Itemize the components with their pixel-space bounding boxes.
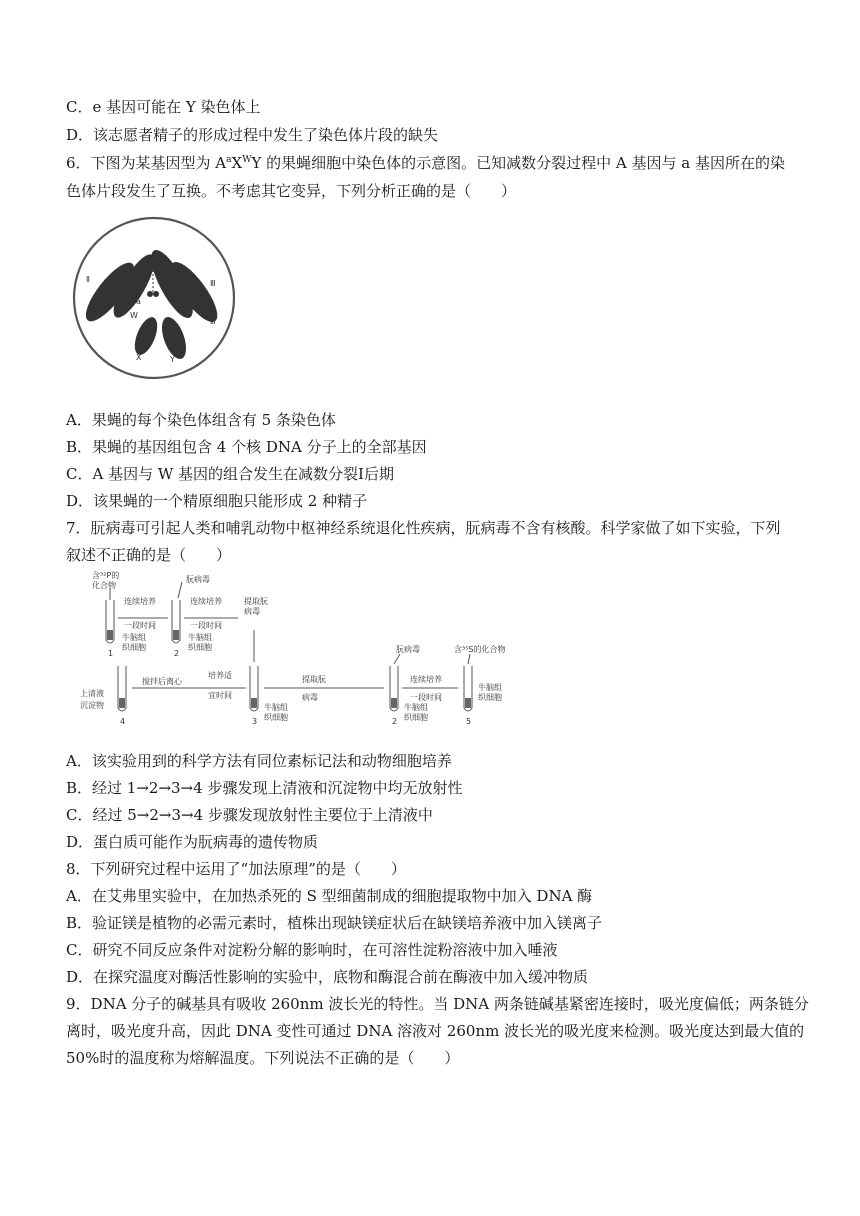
label-gene-a-upper: A [106, 295, 112, 304]
label-extract-2: 病毒 [244, 607, 260, 616]
q6-stem-post: Y 的果蝇细胞中染色体的示意图。已知减数分裂过程中 A 基因与 a 基因所在的染 [251, 154, 786, 172]
label-bcell3-1: 牛脑组 [264, 703, 288, 712]
label-bcell5-1: 牛脑组 [478, 683, 502, 692]
label-gene-a-lower: a [136, 297, 141, 306]
label-extract2-2: 病毒 [302, 693, 318, 702]
label-bcell5-2: 织细胞 [478, 693, 502, 702]
q5-option-c: C．e 基因可能在 Y 染色体上 [66, 98, 261, 116]
q8-option-d: D．在探究温度对酶活性影响的实验中，底物和酶混合前在酶液中加入缓冲物质 [66, 968, 589, 986]
q7-option-a: A．该实验用到的科学方法有同位素标记法和动物细胞培养 [66, 752, 452, 770]
label-gene-w: W [130, 311, 138, 320]
label-bcell2-2: 织细胞 [188, 643, 212, 652]
label-supernatant: 上清液 [80, 689, 104, 698]
q7-option-b: B．经过 1→2→3→4 步骤发现上清液和沉淀物中均无放射性 [66, 779, 463, 797]
q8-option-c: C．研究不同反应条件对淀粉分解的影响时，在可溶性淀粉溶液中加入唾液 [66, 941, 558, 959]
label-32p-1: 含³²P的 [92, 571, 120, 580]
label-cult1-1: 连续培养 [124, 597, 156, 606]
label-bcell1-2: 织细胞 [122, 643, 146, 652]
chromosome-iv-b [153, 291, 159, 297]
label-bcell1-1: 牛脑组 [122, 633, 146, 642]
chromosome-diagram [64, 212, 256, 388]
label-bcell2-1: 牛脑组 [188, 633, 212, 642]
label-tube-2b: 2 [392, 717, 398, 726]
label-iii-a: Ⅲ [210, 279, 216, 288]
label-cult3-1: 连续培养 [410, 675, 442, 684]
label-bcell3-2: 织细胞 [264, 713, 288, 722]
label-appr-2: 宜时间 [208, 691, 232, 700]
label-tube-5: 5 [466, 717, 472, 726]
label-cult1-2: 一段时间 [124, 621, 156, 630]
label-extract-1: 提取朊 [244, 597, 268, 606]
label-prion-top: 朊病毒 [186, 575, 210, 584]
q7-stem-line1: 7．朊病毒可引起人类和哺乳动物中枢神经系统退化性疾病，朊病毒不含有核酸。科学家做了如下实验，下列 [66, 519, 781, 537]
label-bcell4-1: 牛脑组 [404, 703, 428, 712]
sediment-1 [107, 630, 113, 640]
sediment-3 [251, 698, 257, 708]
label-iv: Ⅳ [148, 257, 156, 266]
q8-option-b: B．验证镁是植物的必需元素时，植株出现缺镁症状后在缺镁培养液中加入镁离子 [66, 914, 603, 932]
label-x: X [136, 353, 142, 362]
q6-option-a: A．果蝇的每个染色体组含有 5 条染色体 [66, 411, 336, 429]
label-prion-bottom: 朊病毒 [396, 645, 420, 654]
label-y: Y [170, 355, 175, 364]
q5-option-d: D．该志愿者精子的形成过程中发生了染色体片段的缺失 [66, 126, 439, 144]
sediment-4 [119, 698, 125, 708]
q8-option-a: A．在艾弗里实验中，在加热杀死的 S 型细菌制成的细胞提取物中加入 DNA 酶 [66, 887, 593, 905]
q6-option-b: B．果蝇的基因组包含 4 个核 DNA 分子上的全部基因 [66, 438, 427, 456]
q6-option-c: C．A 基因与 W 基因的组合发生在减数分裂Ⅰ后期 [66, 465, 394, 483]
q7-stem-line2: 叙述不正确的是（ ） [66, 546, 232, 564]
label-sediment: 沉淀物 [80, 701, 104, 710]
q6-stem-line2: 色体片段发生了互换。不考虑其它变异，下列分析正确的是（ ） [66, 182, 517, 200]
label-35s: 含³⁵S的化合物 [454, 645, 506, 654]
q9-stem-line3: 50%时的温度称为熔解温度。下列说法不正确的是（ ） [66, 1049, 460, 1067]
label-cult2-1: 连续培养 [190, 597, 222, 606]
label-bcell4-2: 织细胞 [404, 713, 428, 722]
label-cult2-2: 一段时间 [190, 621, 222, 630]
genotype-sup-a: a [226, 155, 232, 165]
q6-stem-line1 [66, 153, 796, 173]
sediment-2b [391, 698, 397, 708]
label-iii-b: Ⅲ [210, 317, 216, 326]
q8-stem: 8．下列研究过程中运用了“加法原理”的是（ ） [66, 860, 406, 878]
label-cult3-2: 一段时间 [410, 693, 442, 702]
q9-stem-line1: 9．DNA 分子的碱基具有吸收 260nm 波长光的特性。当 DNA 两条链碱基紧密连接时，吸光度偏低；两条链分 [66, 995, 809, 1013]
label-32p-2: 化合物 [92, 581, 116, 590]
label-stir: 搅拌后离心 [142, 677, 182, 686]
label-ii-a: Ⅱ [86, 275, 90, 284]
prion-experiment-diagram [78, 570, 528, 730]
label-tube-2: 2 [174, 649, 180, 658]
q7-option-d: D．蛋白质可能作为朊病毒的遗传物质 [66, 833, 319, 851]
q7-option-c: C．经过 5→2→3→4 步骤发现放射性主要位于上清液中 [66, 806, 433, 824]
chromosome-iv-a [147, 291, 153, 297]
label-ii-b: Ⅱ [92, 309, 96, 318]
q6-stem-pre: 6．下图为某基因型为 A [66, 154, 227, 172]
label-tube-1: 1 [108, 649, 114, 658]
q6-option-d: D．该果蝇的一个精原细胞只能形成 2 种精子 [66, 492, 368, 510]
q9-stem-line2: 离时，吸光度升高，因此 DNA 变性可通过 DNA 溶液对 260nm 波长光的吸光度来检测。吸光度达到最大值的 [66, 1022, 805, 1040]
label-appr-1: 培养适 [208, 671, 232, 680]
genotype-sup-w: W [242, 155, 252, 165]
chromosome-x [130, 314, 162, 358]
sediment-2 [173, 630, 179, 640]
genotype-x: X [231, 154, 243, 172]
label-extract2-1: 提取朊 [302, 675, 326, 684]
label-tube-4: 4 [120, 717, 126, 726]
label-tube-3: 3 [252, 717, 258, 726]
sediment-5 [465, 698, 471, 708]
